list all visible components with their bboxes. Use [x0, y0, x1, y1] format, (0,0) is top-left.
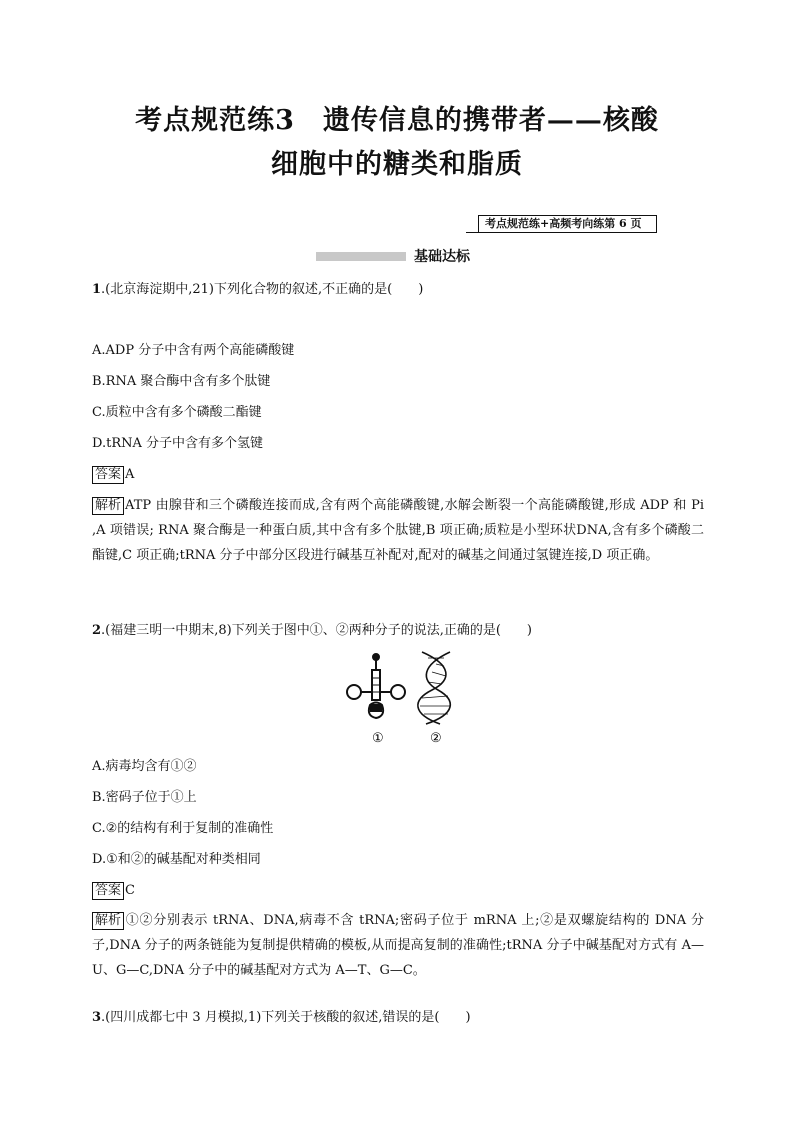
- question-1-answer: [92, 466, 134, 484]
- question-1-option-a: A.ADP 分子中含有两个高能磷酸键: [92, 343, 295, 358]
- question-2-option-b: B.密码子位于①上: [92, 790, 197, 805]
- question-2-analysis-text: ①②分别表示 tRNA、DNA,病毒不含 tRNA;密码子位于 mRNA 上;②是双螺旋结构的 DNA 分子,DNA 分子的两条链能为复制提供精确的模板,从而提高复制的准确性;tRNA 分子中碱基配对方式有 A—U、G—C,DNA 分子中的碱基配对方式为 A—T、G—C。: [92, 913, 704, 978]
- reference-tag-leader: [466, 231, 478, 233]
- dna-base-pair: [422, 696, 448, 698]
- trna-d-loop: [347, 685, 361, 699]
- reference-tag-label: 考点规范练+高频考向练第 6 页: [478, 215, 657, 233]
- page-title: 考点规范练3 遗传信息的携带者——核酸: [135, 105, 659, 136]
- question-1-stem: [92, 281, 704, 299]
- question-2-stem: [92, 622, 704, 640]
- trna-anticodon: [371, 705, 381, 711]
- question-3-number: 3: [92, 1010, 102, 1025]
- reference-tag: [466, 215, 657, 233]
- question-2-option-c: C.②的结构有利于复制的准确性: [92, 821, 274, 836]
- dna-base-pair: [432, 672, 446, 676]
- question-2-answer-value: C: [125, 883, 135, 898]
- question-2-analysis: [92, 908, 704, 983]
- question-1-analysis: [92, 493, 704, 568]
- question-3-text: .(四川成都七中 3 月模拟,1)下列关于核酸的叙述,错误的是( ): [101, 1010, 471, 1025]
- question-1-option-c: C.质粒中含有多个磷酸二酯键: [92, 405, 262, 420]
- question-2-option-d: D.①和②的碱基配对种类相同: [92, 852, 261, 867]
- trna-acceptor-end: [373, 654, 379, 660]
- analysis-label: 解析: [92, 497, 124, 515]
- section-bar: [316, 252, 406, 261]
- page-subtitle: 细胞中的糖类和脂质: [271, 149, 523, 180]
- question-2-option-a: A.病毒均含有①②: [92, 759, 197, 774]
- question-1-number: 1: [92, 282, 102, 297]
- answer-label: 答案: [92, 882, 124, 900]
- dna-molecule: [418, 652, 450, 724]
- question-2-answer: [92, 882, 135, 900]
- trna-dna-figure: [336, 650, 466, 750]
- question-2-number: 2: [92, 623, 102, 638]
- section-header: [316, 246, 470, 266]
- figure-label-2: ②: [430, 731, 442, 746]
- section-title: 基础达标: [414, 249, 470, 265]
- analysis-label: 解析: [92, 912, 124, 930]
- question-1-option-b: B.RNA 聚合酶中含有多个肽键: [92, 374, 271, 389]
- question-3-stem: [92, 1009, 704, 1027]
- trna-t-loop: [391, 685, 405, 699]
- question-1-answer-value: A: [125, 467, 135, 482]
- question-1-option-d: D.tRNA 分子中含有多个氢键: [92, 436, 263, 451]
- question-1-text: .(北京海淀期中,21)下列化合物的叙述,不正确的是( ): [101, 282, 424, 297]
- dna-strand-b: [426, 652, 450, 724]
- question-1-analysis-text: ATP 由腺苷和三个磷酸连接而成,含有两个高能磷酸键,水解会断裂一个高能磷酸键,形成 ADP 和 Pi ,A 项错误; RNA 聚合酶是一种蛋白质,其中含有多个肽键,B 项正确;质粒是小型环状DNA,含有多个磷酸二酯键,C 项正确;tRNA 分子中部分区段进行碱基互补配对,配对的碱基之间通过氢键连接,D 项正确。: [92, 498, 704, 563]
- question-2-text: .(福建三明一中期末,8)下列关于图中①、②两种分子的说法,正确的是( ): [101, 623, 533, 638]
- trna-molecule: [347, 654, 405, 718]
- answer-label: 答案: [92, 466, 124, 484]
- figure-label-1: ①: [372, 731, 384, 746]
